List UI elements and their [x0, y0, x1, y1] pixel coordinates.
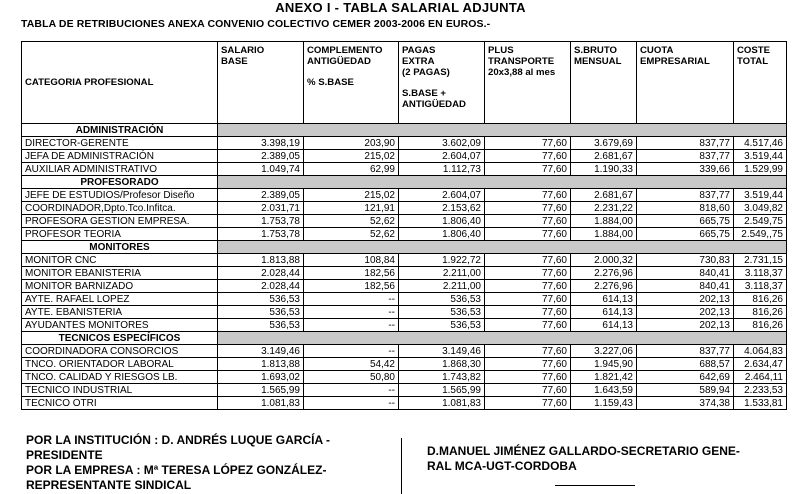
value-cell: 665,75	[637, 228, 734, 241]
table-row	[22, 215, 787, 228]
value-cell: 1.112,73	[399, 163, 485, 176]
value-cell: 1.533,81	[734, 397, 787, 410]
category-cell: DIRECTOR-GERENTE	[22, 137, 218, 150]
table-row	[22, 280, 787, 293]
table-row	[22, 254, 787, 267]
footer-right-line-2: RAL MCA-UGT-CORDOBA	[427, 459, 577, 473]
value-cell: --	[304, 384, 399, 397]
value-cell: 4.517,46	[734, 137, 787, 150]
salary-table	[21, 41, 787, 410]
value-cell: 2.389,05	[218, 189, 304, 202]
value-cell: 52,62	[304, 215, 399, 228]
value-cell: 77,60	[485, 280, 571, 293]
value-cell: 1.565,99	[218, 384, 304, 397]
value-cell: 77,60	[485, 371, 571, 384]
value-cell: 77,60	[485, 397, 571, 410]
value-cell: 1.884,00	[571, 215, 637, 228]
value-cell: 215,02	[304, 150, 399, 163]
value-cell: 2.276,96	[571, 280, 637, 293]
value-cell: 77,60	[485, 163, 571, 176]
value-cell: 77,60	[485, 254, 571, 267]
value-cell: 203,90	[304, 137, 399, 150]
value-cell: 1.813,88	[218, 358, 304, 371]
footer-left-line-4: REPRESENTANTE SINDICAL	[26, 478, 192, 492]
table-row	[22, 228, 787, 241]
value-cell: 1.945,90	[571, 358, 637, 371]
category-cell: AYTE. EBANISTERIA	[22, 306, 218, 319]
value-cell: 1.922,72	[399, 254, 485, 267]
category-cell: PROFESORA GESTION EMPRESA.	[22, 215, 218, 228]
value-cell: 2.549,75	[734, 215, 787, 228]
value-cell: --	[304, 319, 399, 332]
value-cell: 1.743,82	[399, 371, 485, 384]
header-categoria: CATEGORIA PROFESIONAL	[22, 42, 218, 124]
header-salario-base: SALARIO BASE	[218, 42, 304, 124]
value-cell: 2.028,44	[218, 267, 304, 280]
value-cell: 536,53	[218, 306, 304, 319]
value-cell: 77,60	[485, 215, 571, 228]
category-cell: AUXILIAR ADMINISTRATIVO	[22, 163, 218, 176]
value-cell: 62,99	[304, 163, 399, 176]
value-cell: 642,69	[637, 371, 734, 384]
footer-right-text	[427, 444, 787, 474]
footer-signatory-right	[401, 438, 787, 494]
value-cell: 2.549,,75	[734, 228, 787, 241]
value-cell: 2.211,00	[399, 280, 485, 293]
value-cell: 837,77	[637, 150, 734, 163]
value-cell: 77,60	[485, 384, 571, 397]
value-cell: 374,38	[637, 397, 734, 410]
value-cell: --	[304, 345, 399, 358]
value-cell: --	[304, 306, 399, 319]
category-cell: TNCO. CALIDAD Y RIESGOS LB.	[22, 371, 218, 384]
table-row	[22, 345, 787, 358]
header-coste: COSTE TOTAL	[734, 42, 787, 124]
value-cell: 339,66	[637, 163, 734, 176]
value-cell: 614,13	[571, 319, 637, 332]
value-cell: 1.081,83	[399, 397, 485, 410]
section-header-row	[22, 241, 787, 254]
header-cuota: CUOTA EMPRESARIAL	[637, 42, 734, 124]
value-cell: 536,53	[218, 319, 304, 332]
section-label: MONITORES	[22, 241, 218, 254]
document-title: ANEXO I - TABLA SALARIAL ADJUNTA	[275, 0, 526, 15]
value-cell: 536,53	[399, 306, 485, 319]
value-cell: 77,60	[485, 267, 571, 280]
value-cell: 3.118,37	[734, 267, 787, 280]
value-cell: 77,60	[485, 189, 571, 202]
value-cell: 2.233,53	[734, 384, 787, 397]
value-cell: 2.211,00	[399, 267, 485, 280]
value-cell: 1.806,40	[399, 215, 485, 228]
category-cell: AYUDANTES MONITORES	[22, 319, 218, 332]
value-cell: 1.529,99	[734, 163, 787, 176]
value-cell: 202,13	[637, 293, 734, 306]
value-cell: 614,13	[571, 306, 637, 319]
value-cell: 536,53	[399, 319, 485, 332]
value-cell: 3.227,06	[571, 345, 637, 358]
value-cell: 2.464,11	[734, 371, 787, 384]
value-cell: 1.806,40	[399, 228, 485, 241]
value-cell: 589,94	[637, 384, 734, 397]
table-row	[22, 150, 787, 163]
value-cell: 77,60	[485, 319, 571, 332]
value-cell: 1.190,33	[571, 163, 637, 176]
value-cell: 202,13	[637, 319, 734, 332]
document-subtitle: TABLA DE RETRIBUCIONES ANEXA CONVENIO COLECTIVO CEMER 2003-2006 EN EUROS.-	[21, 18, 491, 30]
value-cell: 182,56	[304, 267, 399, 280]
value-cell: --	[304, 293, 399, 306]
table-row	[22, 358, 787, 371]
section-header-row	[22, 124, 787, 137]
footer-signatories-left	[26, 433, 386, 493]
table-row	[22, 306, 787, 319]
value-cell: 3.519,44	[734, 150, 787, 163]
value-cell: 536,53	[399, 293, 485, 306]
section-label: PROFESORADO	[22, 176, 218, 189]
value-cell: 50,80	[304, 371, 399, 384]
category-cell: TECNICO INDUSTRIAL	[22, 384, 218, 397]
value-cell: 837,77	[637, 345, 734, 358]
section-shading	[218, 176, 787, 189]
category-cell: MONITOR EBANISTERIA	[22, 267, 218, 280]
value-cell: 1.813,88	[218, 254, 304, 267]
header-plus-transporte: PLUS TRANSPORTE 20x3,88 al mes	[485, 42, 571, 124]
category-cell: TNCO. ORIENTADOR LABORAL	[22, 358, 218, 371]
table-row	[22, 137, 787, 150]
value-cell: 77,60	[485, 293, 571, 306]
value-cell: 182,56	[304, 280, 399, 293]
value-cell: 2.681,67	[571, 150, 637, 163]
table-body	[22, 124, 787, 410]
value-cell: 2.000,32	[571, 254, 637, 267]
value-cell: 77,60	[485, 228, 571, 241]
value-cell: 818,60	[637, 202, 734, 215]
value-cell: 3.519,44	[734, 189, 787, 202]
footer-right-line-1: D.MANUEL JIMÉNEZ GALLARDO-SECRETARIO GENE-	[427, 444, 740, 458]
value-cell: 2.389,05	[218, 150, 304, 163]
value-cell: 202,13	[637, 306, 734, 319]
value-cell: 77,60	[485, 345, 571, 358]
value-cell: 2.031,71	[218, 202, 304, 215]
value-cell: 4.064,83	[734, 345, 787, 358]
value-cell: 1.868,30	[399, 358, 485, 371]
value-cell: 1.821,42	[571, 371, 637, 384]
value-cell: 2.153,62	[399, 202, 485, 215]
value-cell: 3.149,46	[399, 345, 485, 358]
value-cell: 536,53	[218, 293, 304, 306]
value-cell: 2.604,07	[399, 150, 485, 163]
value-cell: 3.118,37	[734, 280, 787, 293]
value-cell: 688,57	[637, 358, 734, 371]
section-shading	[218, 332, 787, 345]
value-cell: 77,60	[485, 202, 571, 215]
value-cell: 1.081,83	[218, 397, 304, 410]
value-cell: 730,83	[637, 254, 734, 267]
value-cell: 54,42	[304, 358, 399, 371]
value-cell: 77,60	[485, 137, 571, 150]
value-cell: 1.753,78	[218, 215, 304, 228]
value-cell: 215,02	[304, 189, 399, 202]
table-row	[22, 293, 787, 306]
value-cell: 1.565,99	[399, 384, 485, 397]
value-cell: --	[304, 397, 399, 410]
value-cell: 1.643,59	[571, 384, 637, 397]
section-label: TECNICOS ESPECÍFICOS	[22, 332, 218, 345]
section-shading	[218, 124, 787, 137]
footer-left-line-2: PRESIDENTE	[26, 448, 103, 462]
header-complemento: COMPLEMENTO ANTIGÜEDAD % S.BASE	[304, 42, 399, 124]
value-cell: 2.634,47	[734, 358, 787, 371]
header-sbruto: S.BRUTO MENSUAL	[571, 42, 637, 124]
table-row	[22, 189, 787, 202]
value-cell: 2.604,07	[399, 189, 485, 202]
value-cell: 77,60	[485, 358, 571, 371]
category-cell: MONITOR CNC	[22, 254, 218, 267]
value-cell: 77,60	[485, 150, 571, 163]
value-cell: 837,77	[637, 189, 734, 202]
value-cell: 3.679,69	[571, 137, 637, 150]
category-cell: MONITOR BARNIZADO	[22, 280, 218, 293]
value-cell: 2.731,15	[734, 254, 787, 267]
table-row	[22, 202, 787, 215]
value-cell: 1.159,43	[571, 397, 637, 410]
value-cell: 2.231,22	[571, 202, 637, 215]
value-cell: 2.028,44	[218, 280, 304, 293]
table-row	[22, 371, 787, 384]
table-row	[22, 267, 787, 280]
footer-left-line-3: POR LA EMPRESA : Mª TERESA LÓPEZ GONZÁLEZ-	[26, 463, 327, 477]
category-cell: JEFA DE ADMINISTRACIÓN	[22, 150, 218, 163]
value-cell: 837,77	[637, 137, 734, 150]
category-cell: TECNICO OTRI	[22, 397, 218, 410]
category-cell: AYTE. RAFAEL LOPEZ	[22, 293, 218, 306]
section-label: ADMINISTRACIÓN	[22, 124, 218, 137]
value-cell: 816,26	[734, 319, 787, 332]
footer-left-line-1: POR LA INSTITUCIÓN : D. ANDRÉS LUQUE GARCÍA -	[26, 433, 330, 447]
value-cell: 1.884,00	[571, 228, 637, 241]
section-header-row	[22, 176, 787, 189]
value-cell: 3.602,09	[399, 137, 485, 150]
table-row	[22, 319, 787, 332]
table-row	[22, 163, 787, 176]
value-cell: 840,41	[637, 280, 734, 293]
signature-line	[555, 485, 635, 486]
category-cell: PROFESOR TEORIA	[22, 228, 218, 241]
value-cell: 2.276,96	[571, 267, 637, 280]
category-cell: COORDINADOR,Dpto.Tco.Infitca.	[22, 202, 218, 215]
table-row	[22, 397, 787, 410]
header-pagas-extra: PAGAS EXTRA (2 PAGAS) S.BASE + ANTIGÜEDAD	[399, 42, 485, 124]
section-header-row	[22, 332, 787, 345]
table-row	[22, 384, 787, 397]
value-cell: 1.049,74	[218, 163, 304, 176]
value-cell: 3.149,46	[218, 345, 304, 358]
value-cell: 121,91	[304, 202, 399, 215]
value-cell: 3.049,82	[734, 202, 787, 215]
value-cell: 816,26	[734, 293, 787, 306]
value-cell: 816,26	[734, 306, 787, 319]
value-cell: 665,75	[637, 215, 734, 228]
category-cell: JEFE DE ESTUDIOS/Profesor Diseño	[22, 189, 218, 202]
value-cell: 1.753,78	[218, 228, 304, 241]
value-cell: 77,60	[485, 306, 571, 319]
section-shading	[218, 241, 787, 254]
value-cell: 52,62	[304, 228, 399, 241]
value-cell: 840,41	[637, 267, 734, 280]
value-cell: 614,13	[571, 293, 637, 306]
value-cell: 108,84	[304, 254, 399, 267]
value-cell: 2.681,67	[571, 189, 637, 202]
category-cell: COORDINADORA CONSORCIOS	[22, 345, 218, 358]
value-cell: 3.398,19	[218, 137, 304, 150]
table-header-row	[22, 42, 787, 124]
value-cell: 1.693,02	[218, 371, 304, 384]
